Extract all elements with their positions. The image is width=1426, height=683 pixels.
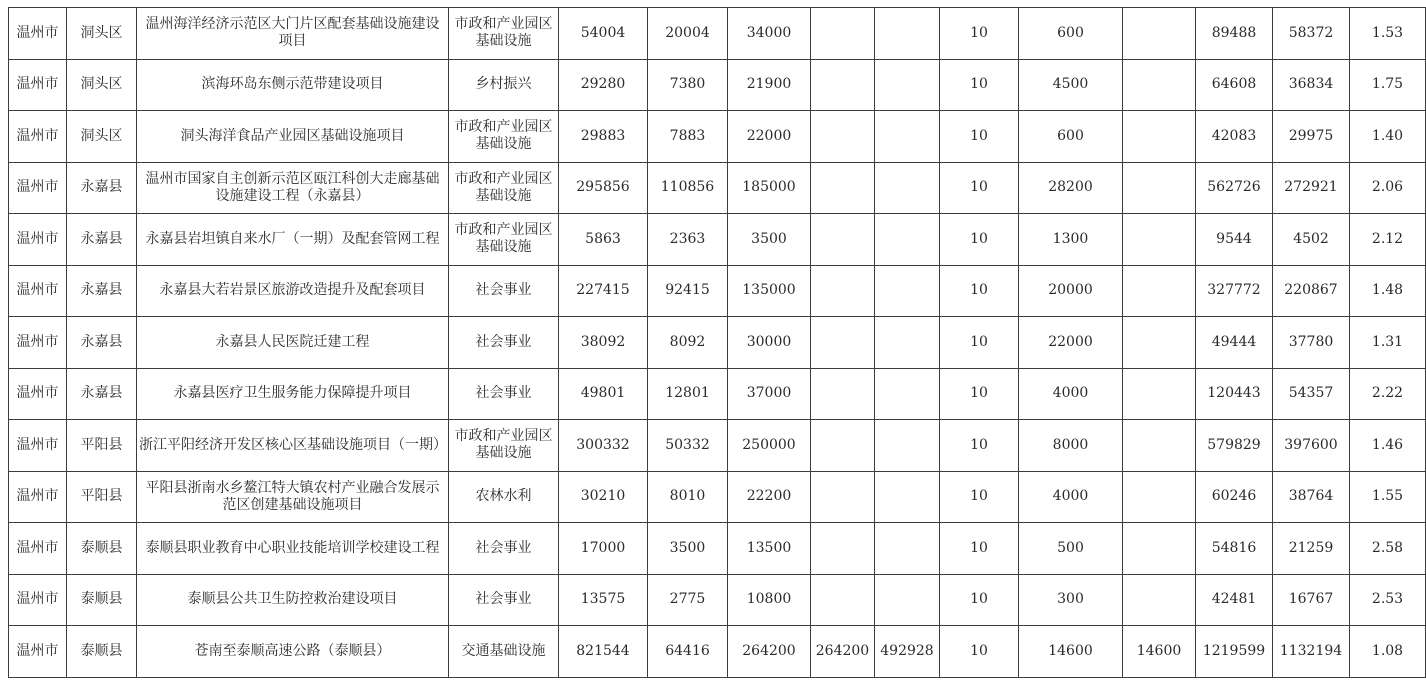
ratio-cell: 1.31 (1350, 317, 1426, 369)
project-name-cell: 洞头海洋食品产业园区基础设施项目 (137, 111, 449, 163)
value-col-2-cell: 110856 (648, 162, 728, 214)
project-table-sheet (8, 7, 1404, 677)
project-name-cell: 泰顺县职业教育中心职业技能培训学校建设工程 (137, 523, 449, 575)
total-investment-cell: 13575 (559, 574, 648, 626)
ratio-cell: 1.48 (1350, 265, 1426, 317)
total-investment-cell: 295856 (559, 162, 648, 214)
value-col-4-cell: 264200 (811, 626, 875, 678)
district-cell: 平阳县 (67, 471, 137, 523)
value-col-7-cell: 500 (1019, 523, 1123, 575)
table-row (9, 368, 1426, 420)
ratio-cell: 1.40 (1350, 111, 1426, 163)
value-col-6-cell: 10 (940, 214, 1019, 266)
city-cell: 温州市 (9, 368, 67, 420)
district-cell: 平阳县 (67, 420, 137, 472)
project-type-cell: 社会事业 (449, 317, 559, 369)
district-cell: 洞头区 (67, 111, 137, 163)
value-col-2-cell: 8092 (648, 317, 728, 369)
city-cell: 温州市 (9, 265, 67, 317)
value-col-8-cell (1123, 59, 1196, 111)
project-type-cell: 社会事业 (449, 574, 559, 626)
district-cell: 永嘉县 (67, 162, 137, 214)
table-row (9, 111, 1426, 163)
value-col-7-cell: 4000 (1019, 471, 1123, 523)
city-cell: 温州市 (9, 420, 67, 472)
value-col-3-cell: 22200 (728, 471, 811, 523)
ratio-cell: 2.06 (1350, 162, 1426, 214)
value-col-3-cell: 13500 (728, 523, 811, 575)
ratio-cell: 2.22 (1350, 368, 1426, 420)
value-col-3-cell: 21900 (728, 59, 811, 111)
value-col-3-cell: 264200 (728, 626, 811, 678)
value-col-9-cell: 42481 (1196, 574, 1273, 626)
value-col-8-cell (1123, 523, 1196, 575)
table-row (9, 265, 1426, 317)
value-col-4-cell (811, 368, 875, 420)
project-name-cell: 永嘉县岩坦镇自来水厂（一期）及配套管网工程 (137, 214, 449, 266)
project-name-cell: 浙江平阳经济开发区核心区基础设施项目（一期） (137, 420, 449, 472)
city-cell: 温州市 (9, 8, 67, 60)
value-col-6-cell: 10 (940, 8, 1019, 60)
city-cell: 温州市 (9, 626, 67, 678)
city-cell: 温州市 (9, 162, 67, 214)
value-col-9-cell: 49444 (1196, 317, 1273, 369)
value-col-7-cell: 600 (1019, 111, 1123, 163)
project-name-cell: 温州市国家自主创新示范区瓯江科创大走廊基础设施建设工程（永嘉县） (137, 162, 449, 214)
value-col-10-cell: 21259 (1273, 523, 1350, 575)
value-col-8-cell (1123, 368, 1196, 420)
value-col-4-cell (811, 111, 875, 163)
total-investment-cell: 821544 (559, 626, 648, 678)
value-col-9-cell: 120443 (1196, 368, 1273, 420)
table-row (9, 626, 1426, 678)
value-col-4-cell (811, 574, 875, 626)
project-name-cell: 苍南至泰顺高速公路（泰顺县） (137, 626, 449, 678)
value-col-6-cell: 10 (940, 574, 1019, 626)
value-col-6-cell: 10 (940, 523, 1019, 575)
value-col-9-cell: 9544 (1196, 214, 1273, 266)
value-col-10-cell: 397600 (1273, 420, 1350, 472)
value-col-6-cell: 10 (940, 626, 1019, 678)
district-cell: 永嘉县 (67, 368, 137, 420)
city-cell: 温州市 (9, 574, 67, 626)
value-col-2-cell: 2775 (648, 574, 728, 626)
value-col-10-cell: 38764 (1273, 471, 1350, 523)
total-investment-cell: 29883 (559, 111, 648, 163)
value-col-6-cell: 10 (940, 317, 1019, 369)
project-type-cell: 市政和产业园区基础设施 (449, 8, 559, 60)
total-investment-cell: 54004 (559, 8, 648, 60)
district-cell: 泰顺县 (67, 574, 137, 626)
value-col-6-cell: 10 (940, 59, 1019, 111)
total-investment-cell: 30210 (559, 471, 648, 523)
value-col-8-cell (1123, 111, 1196, 163)
value-col-6-cell: 10 (940, 471, 1019, 523)
value-col-5-cell (875, 214, 940, 266)
city-cell: 温州市 (9, 317, 67, 369)
value-col-2-cell: 2363 (648, 214, 728, 266)
district-cell: 泰顺县 (67, 626, 137, 678)
value-col-4-cell (811, 420, 875, 472)
value-col-10-cell: 37780 (1273, 317, 1350, 369)
value-col-10-cell: 16767 (1273, 574, 1350, 626)
value-col-6-cell: 10 (940, 111, 1019, 163)
total-investment-cell: 5863 (559, 214, 648, 266)
project-type-cell: 社会事业 (449, 523, 559, 575)
ratio-cell: 2.12 (1350, 214, 1426, 266)
city-cell: 温州市 (9, 59, 67, 111)
district-cell: 永嘉县 (67, 214, 137, 266)
table-row (9, 574, 1426, 626)
value-col-10-cell: 4502 (1273, 214, 1350, 266)
project-table (8, 7, 1426, 678)
value-col-4-cell (811, 317, 875, 369)
value-col-5-cell: 492928 (875, 626, 940, 678)
value-col-5-cell (875, 523, 940, 575)
value-col-7-cell: 8000 (1019, 420, 1123, 472)
value-col-5-cell (875, 368, 940, 420)
city-cell: 温州市 (9, 214, 67, 266)
value-col-4-cell (811, 214, 875, 266)
value-col-2-cell: 8010 (648, 471, 728, 523)
value-col-8-cell (1123, 317, 1196, 369)
value-col-5-cell (875, 8, 940, 60)
project-type-cell: 交通基础设施 (449, 626, 559, 678)
value-col-8-cell: 14600 (1123, 626, 1196, 678)
value-col-7-cell: 4000 (1019, 368, 1123, 420)
value-col-3-cell: 22000 (728, 111, 811, 163)
value-col-8-cell (1123, 214, 1196, 266)
value-col-2-cell: 20004 (648, 8, 728, 60)
value-col-5-cell (875, 420, 940, 472)
project-type-cell: 市政和产业园区基础设施 (449, 111, 559, 163)
value-col-5-cell (875, 59, 940, 111)
value-col-9-cell: 579829 (1196, 420, 1273, 472)
value-col-10-cell: 58372 (1273, 8, 1350, 60)
value-col-3-cell: 185000 (728, 162, 811, 214)
value-col-10-cell: 36834 (1273, 59, 1350, 111)
value-col-9-cell: 64608 (1196, 59, 1273, 111)
value-col-2-cell: 50332 (648, 420, 728, 472)
value-col-7-cell: 14600 (1019, 626, 1123, 678)
value-col-3-cell: 30000 (728, 317, 811, 369)
value-col-3-cell: 135000 (728, 265, 811, 317)
table-row (9, 317, 1426, 369)
value-col-4-cell (811, 471, 875, 523)
value-col-2-cell: 64416 (648, 626, 728, 678)
project-name-cell: 温州海洋经济示范区大门片区配套基础设施建设项目 (137, 8, 449, 60)
value-col-7-cell: 28200 (1019, 162, 1123, 214)
value-col-2-cell: 12801 (648, 368, 728, 420)
table-row (9, 59, 1426, 111)
project-name-cell: 平阳县浙南水乡鳌江特大镇农村产业融合发展示范区创建基础设施项目 (137, 471, 449, 523)
value-col-4-cell (811, 59, 875, 111)
value-col-6-cell: 10 (940, 265, 1019, 317)
city-cell: 温州市 (9, 523, 67, 575)
ratio-cell: 1.46 (1350, 420, 1426, 472)
table-row (9, 214, 1426, 266)
district-cell: 永嘉县 (67, 265, 137, 317)
value-col-3-cell: 250000 (728, 420, 811, 472)
ratio-cell: 1.53 (1350, 8, 1426, 60)
project-type-cell: 农林水利 (449, 471, 559, 523)
value-col-5-cell (875, 111, 940, 163)
value-col-9-cell: 54816 (1196, 523, 1273, 575)
value-col-9-cell: 89488 (1196, 8, 1273, 60)
project-name-cell: 永嘉县医疗卫生服务能力保障提升项目 (137, 368, 449, 420)
value-col-8-cell (1123, 471, 1196, 523)
value-col-5-cell (875, 162, 940, 214)
value-col-7-cell: 4500 (1019, 59, 1123, 111)
project-name-cell: 滨海环岛东侧示范带建设项目 (137, 59, 449, 111)
value-col-3-cell: 37000 (728, 368, 811, 420)
value-col-4-cell (811, 523, 875, 575)
value-col-10-cell: 272921 (1273, 162, 1350, 214)
table-row (9, 471, 1426, 523)
ratio-cell: 1.08 (1350, 626, 1426, 678)
value-col-9-cell: 562726 (1196, 162, 1273, 214)
total-investment-cell: 17000 (559, 523, 648, 575)
value-col-6-cell: 10 (940, 420, 1019, 472)
value-col-4-cell (811, 162, 875, 214)
value-col-6-cell: 10 (940, 368, 1019, 420)
value-col-5-cell (875, 317, 940, 369)
value-col-3-cell: 3500 (728, 214, 811, 266)
value-col-7-cell: 1300 (1019, 214, 1123, 266)
table-row (9, 420, 1426, 472)
ratio-cell: 1.55 (1350, 471, 1426, 523)
value-col-3-cell: 10800 (728, 574, 811, 626)
project-type-cell: 社会事业 (449, 368, 559, 420)
project-type-cell: 乡村振兴 (449, 59, 559, 111)
project-type-cell: 市政和产业园区基础设施 (449, 420, 559, 472)
value-col-7-cell: 22000 (1019, 317, 1123, 369)
ratio-cell: 2.58 (1350, 523, 1426, 575)
project-type-cell: 市政和产业园区基础设施 (449, 214, 559, 266)
district-cell: 洞头区 (67, 8, 137, 60)
city-cell: 温州市 (9, 471, 67, 523)
value-col-7-cell: 600 (1019, 8, 1123, 60)
city-cell: 温州市 (9, 111, 67, 163)
project-type-cell: 市政和产业园区基础设施 (449, 162, 559, 214)
total-investment-cell: 49801 (559, 368, 648, 420)
value-col-8-cell (1123, 574, 1196, 626)
value-col-5-cell (875, 265, 940, 317)
district-cell: 洞头区 (67, 59, 137, 111)
value-col-2-cell: 7380 (648, 59, 728, 111)
project-name-cell: 永嘉县大若岩景区旅游改造提升及配套项目 (137, 265, 449, 317)
project-name-cell: 永嘉县人民医院迁建工程 (137, 317, 449, 369)
value-col-9-cell: 327772 (1196, 265, 1273, 317)
value-col-5-cell (875, 574, 940, 626)
value-col-9-cell: 60246 (1196, 471, 1273, 523)
project-type-cell: 社会事业 (449, 265, 559, 317)
district-cell: 泰顺县 (67, 523, 137, 575)
project-name-cell: 泰顺县公共卫生防控救治建设项目 (137, 574, 449, 626)
value-col-3-cell: 34000 (728, 8, 811, 60)
table-row (9, 523, 1426, 575)
value-col-8-cell (1123, 8, 1196, 60)
total-investment-cell: 227415 (559, 265, 648, 317)
table-row (9, 8, 1426, 60)
district-cell: 永嘉县 (67, 317, 137, 369)
table-row (9, 162, 1426, 214)
value-col-5-cell (875, 471, 940, 523)
value-col-7-cell: 20000 (1019, 265, 1123, 317)
value-col-8-cell (1123, 162, 1196, 214)
value-col-6-cell: 10 (940, 162, 1019, 214)
total-investment-cell: 38092 (559, 317, 648, 369)
value-col-8-cell (1123, 265, 1196, 317)
value-col-8-cell (1123, 420, 1196, 472)
value-col-4-cell (811, 265, 875, 317)
value-col-10-cell: 54357 (1273, 368, 1350, 420)
value-col-10-cell: 220867 (1273, 265, 1350, 317)
total-investment-cell: 29280 (559, 59, 648, 111)
value-col-2-cell: 92415 (648, 265, 728, 317)
value-col-2-cell: 7883 (648, 111, 728, 163)
ratio-cell: 1.75 (1350, 59, 1426, 111)
value-col-7-cell: 300 (1019, 574, 1123, 626)
ratio-cell: 2.53 (1350, 574, 1426, 626)
value-col-2-cell: 3500 (648, 523, 728, 575)
total-investment-cell: 300332 (559, 420, 648, 472)
value-col-4-cell (811, 8, 875, 60)
value-col-10-cell: 1132194 (1273, 626, 1350, 678)
value-col-9-cell: 1219599 (1196, 626, 1273, 678)
table-body (9, 8, 1426, 678)
value-col-9-cell: 42083 (1196, 111, 1273, 163)
value-col-10-cell: 29975 (1273, 111, 1350, 163)
